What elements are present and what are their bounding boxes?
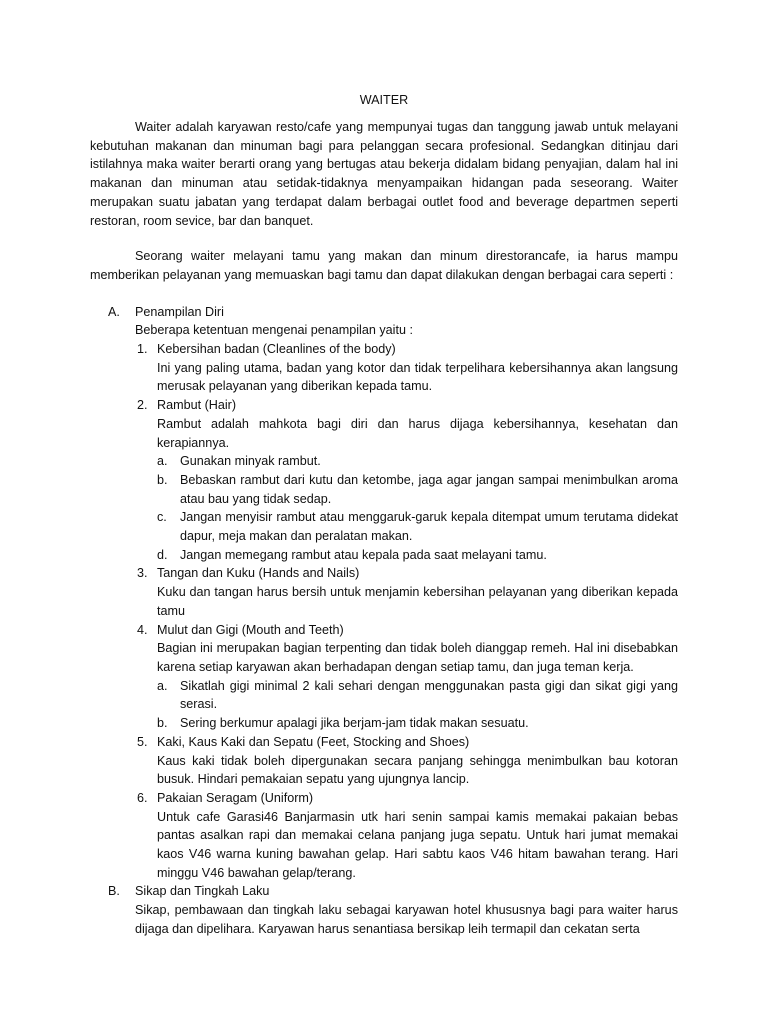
- section-b: [90, 882, 678, 938]
- sub-item-d: [157, 546, 678, 565]
- document-title: WAITER: [359, 93, 409, 107]
- section-heading: Penampilan Diri: [135, 304, 224, 319]
- sub-item-text: Jangan memegang rambut atau kepala pada saat melayani tamu.: [180, 547, 547, 562]
- sub-item-text: Gunakan minyak rambut.: [180, 454, 321, 469]
- sub-marker: b.: [157, 716, 168, 731]
- list-item-3: [135, 564, 678, 620]
- list-item-heading: Mulut dan Gigi (Mouth and Teeth): [157, 622, 344, 637]
- paragraph: Seorang waiter melayani tamu yang makan dan minum direstorancafe, ia harus mampu memberikan pelayanan yang memuaskan bagi tamu dan dapat dilakukan dengan berbagai cara seperti :: [90, 249, 678, 282]
- sub-marker: a.: [157, 454, 168, 469]
- sub-marker: a.: [157, 678, 168, 693]
- list-item-heading: Kebersihan badan (Cleanlines of the body): [157, 342, 396, 357]
- list-marker: 2.: [137, 398, 148, 413]
- section-intro: Beberapa ketentuan mengenai penampilan yaitu :: [135, 323, 413, 338]
- sub-marker: b.: [157, 472, 168, 487]
- list-item-heading: Tangan dan Kuku (Hands and Nails): [157, 566, 360, 581]
- list-item-5: [135, 733, 678, 789]
- list-item-text: Kaus kaki tidak boleh dipergunakan secara panjang sehingga menimbulkan bau kotoran busuk. Hindari pemakaian sepatu yang ujungnya lancip.: [157, 753, 678, 787]
- list-item-text: Untuk cafe Garasi46 Banjarmasin utk hari senin sampai kamis memakai pakaian bebas pantas asalkan rapi dan memakai celana panjang juga sepatu. Untuk hari jumat memakai kaos V46 warna kuning bawahan gelap. Hari sabtu kaos V46 hitam bawahan terang. Hari minggu V46 bawahan gelap/terang.: [157, 809, 678, 880]
- list-item-heading: Kaki, Kaus Kaki dan Sepatu (Feet, Stocking and Shoes): [157, 734, 470, 749]
- list-item-heading: Pakaian Seragam (Uniform): [157, 790, 314, 805]
- sub-item-b: [157, 471, 678, 508]
- list-item-6: [135, 789, 678, 883]
- document-body: [90, 118, 678, 939]
- section-a: [90, 303, 678, 883]
- list-item-2: [135, 396, 678, 564]
- section-marker: A.: [108, 304, 120, 319]
- list-item-text: Bagian ini merupakan bagian terpenting dan tidak boleh dianggap remeh. Hal ini disebabkan karena setiap karyawan akan berhadapan dengan setiap tamu, dan juga teman kerja.: [157, 641, 678, 674]
- sub-item-a: [157, 452, 678, 471]
- section-marker: B.: [108, 884, 120, 899]
- list-item-4: [135, 621, 678, 733]
- list-item-text: Rambut adalah mahkota bagi diri dan harus dijaga kebersihannya, kesehatan dan kerapiannya.: [157, 416, 678, 450]
- sub-item-b: [157, 714, 678, 733]
- list-item-heading: Rambut (Hair): [157, 398, 237, 413]
- list-marker: 5.: [137, 734, 148, 749]
- sub-item-c: [157, 508, 678, 545]
- sub-marker: c.: [157, 510, 167, 525]
- sub-item-text: Sikatlah gigi minimal 2 kali sehari dengan menggunakan pasta gigi dan sikat gigi yang serasi.: [180, 678, 678, 712]
- sub-item-text: Bebaskan rambut dari kutu dan ketombe, jaga agar jangan sampai menimbulkan aroma atau bau yang tidak sedap.: [180, 472, 678, 506]
- sub-item-a: [157, 677, 678, 714]
- section-intro: Sikap, pembawaan dan tingkah laku sebagai karyawan hotel khususnya bagi para waiter harus dijaga dan dipelihara. Karyawan harus senantiasa bersikap leih termapil dan cekatan serta: [135, 903, 678, 936]
- section-heading: Sikap dan Tingkah Laku: [135, 884, 270, 899]
- sub-item-text: Sering berkumur apalagi jika berjam-jam tidak makan sesuatu.: [180, 716, 529, 731]
- section-list: [90, 303, 678, 939]
- sub-marker: d.: [157, 547, 168, 562]
- list-marker: 1.: [137, 342, 148, 357]
- list-marker: 4.: [137, 622, 148, 637]
- list-item-1: [135, 340, 678, 396]
- list-item-text: Ini yang paling utama, badan yang kotor dan tidak terpelihara kebersihannya akan langsung merusak pelayanan yang diberikan kepada tamu.: [157, 360, 678, 394]
- list-marker: 3.: [137, 566, 148, 581]
- sub-item-text: Jangan menyisir rambut atau menggaruk-garuk kepala ditempat umum terutama didekat dapur, meja makan dan peralatan makan.: [180, 510, 678, 544]
- list-marker: 6.: [137, 790, 148, 805]
- list-item-text: Kuku dan tangan harus bersih untuk menjamin kebersihan pelayanan yang diberikan kepada tamu: [157, 585, 678, 618]
- paragraph: Waiter adalah karyawan resto/cafe yang mempunyai tugas dan tanggung jawab untuk melayani kebutuhan makanan dan minuman bagi para pelanggan secara profesional. Sedangkan ditinjau dari istilahnya maka waiter berarti orang yang bertugas atau bekerja didalam bidang penyajian, dalam hal ini makanan dan minuman atau setidak-tidaknya menyampaikan hidangan pada seseorang. Waiter merupakan suatu jabatan yang terdapat dalam berbagai outlet food and beverage departmen seperti restoran, room sevice, bar dan banquet.: [90, 120, 678, 228]
